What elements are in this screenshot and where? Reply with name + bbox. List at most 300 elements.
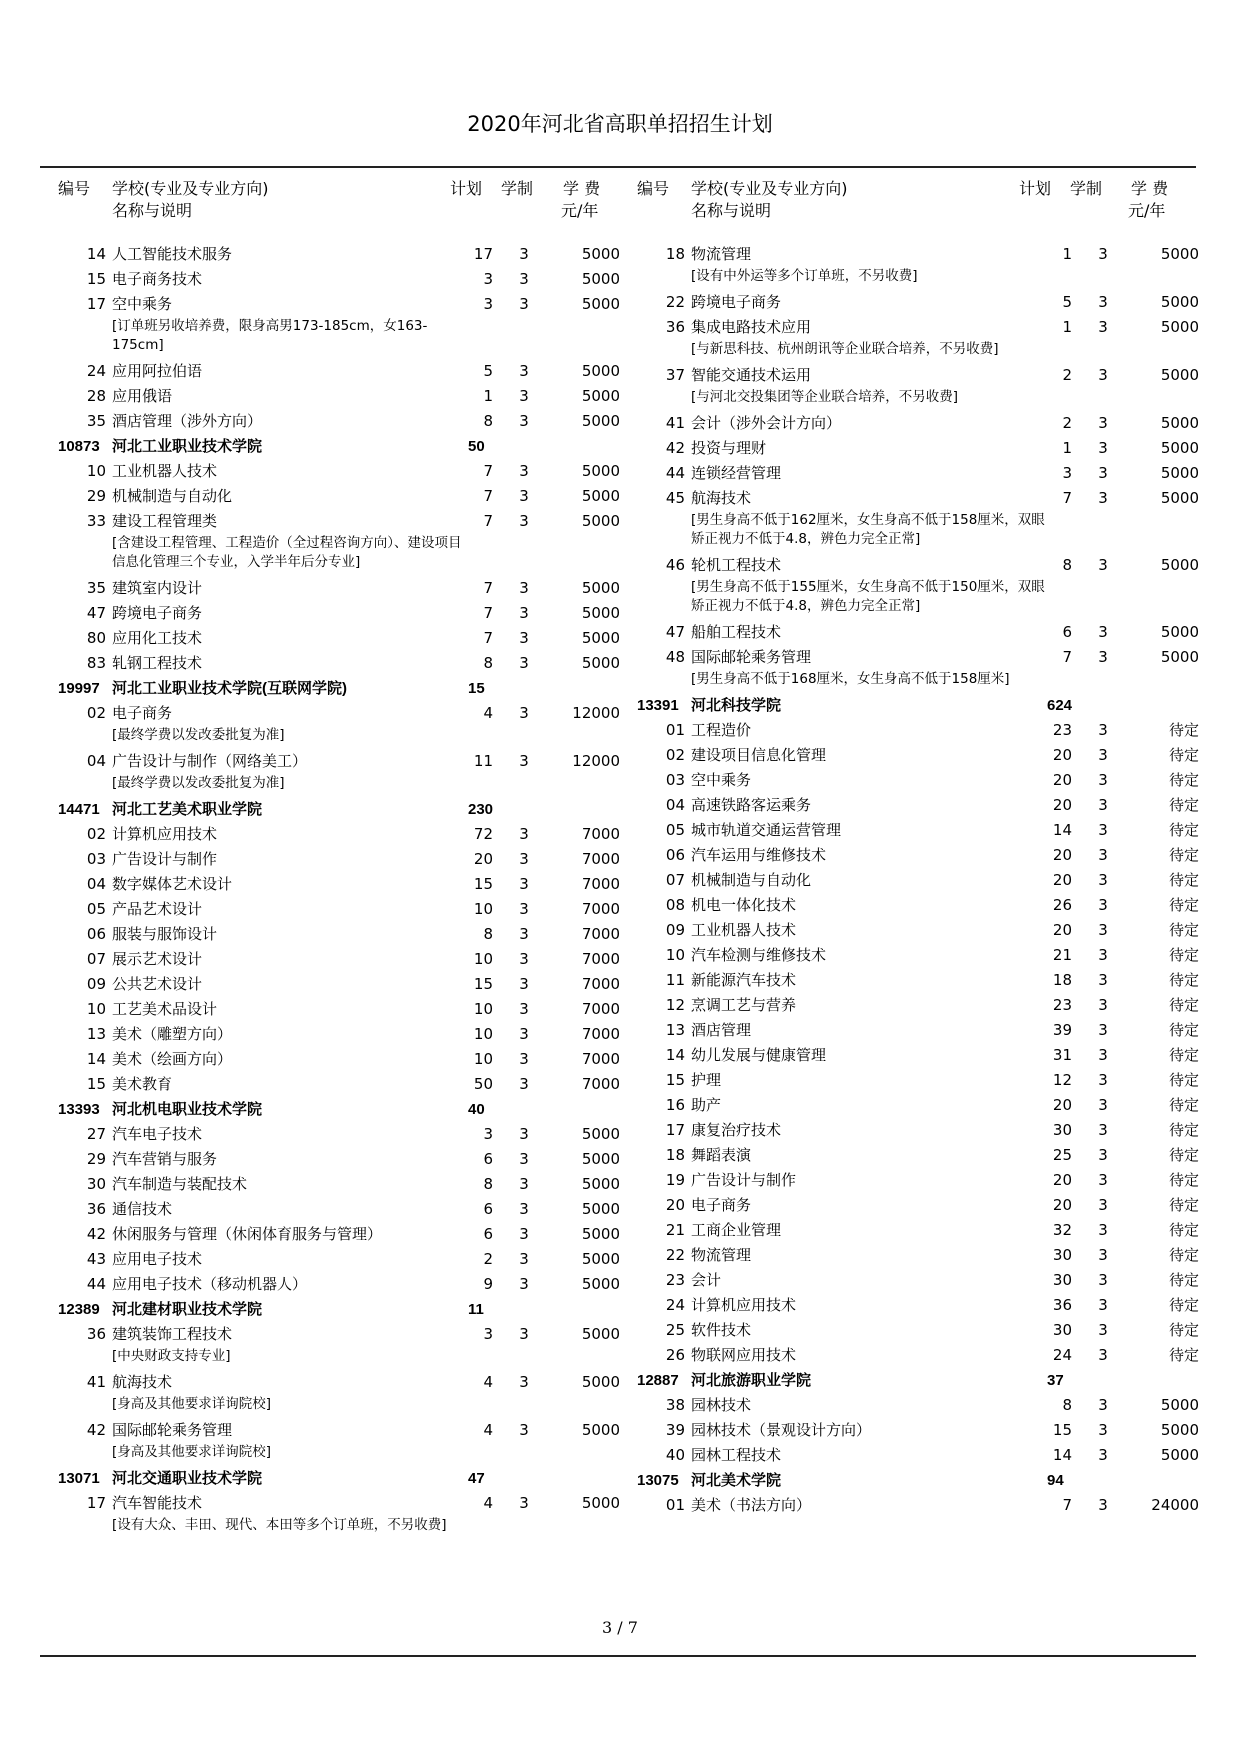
major-code: 83 — [86, 654, 106, 672]
major-code: 44 — [665, 464, 685, 482]
school-name: 河北科技学院 — [691, 697, 782, 714]
school-name: 河北建材职业技术学院 — [112, 1301, 263, 1318]
major-row — [58, 359, 618, 384]
major-code: 27 — [86, 1125, 106, 1143]
right-column — [637, 242, 1197, 1518]
major-note: [男生身高不低于155厘米，女生身高不低于150厘米，双眼矫正视力不低于4.8，辨色力完全正常] — [691, 579, 1045, 614]
tuition-fee: 待定 — [1168, 921, 1199, 939]
tuition-fee: 5000 — [1160, 293, 1199, 311]
tuition-fee: 待定 — [1168, 721, 1199, 739]
major-name: 产品艺术设计 — [112, 900, 203, 918]
major-name: 物流管理 — [691, 245, 752, 263]
study-years: 3 — [1098, 721, 1108, 739]
school-row — [58, 1297, 618, 1322]
major-name: 轮机工程技术 — [691, 556, 782, 574]
major-name: 电子商务技术 — [112, 270, 203, 288]
study-years: 3 — [1098, 366, 1108, 384]
major-name: 应用阿拉伯语 — [112, 362, 203, 380]
major-name: 护理 — [691, 1071, 722, 1089]
major-code: 40 — [665, 1446, 685, 1464]
school-row — [58, 1466, 618, 1491]
tuition-fee: 5000 — [1160, 1421, 1199, 1439]
major-name: 电子商务 — [691, 1196, 752, 1214]
major-row — [58, 1047, 618, 1072]
study-years: 3 — [519, 462, 529, 480]
major-note: [最终学费以发改委批复为准] — [112, 727, 285, 743]
major-code: 14 — [86, 245, 106, 263]
tuition-fee: 5000 — [581, 245, 620, 263]
tuition-fee: 5000 — [1160, 245, 1199, 263]
top-rule — [40, 166, 1196, 168]
tuition-fee: 待定 — [1168, 821, 1199, 839]
school-name: 河北工业职业技术学院 — [112, 438, 263, 455]
header-fee: 学 费 — [1131, 179, 1169, 198]
school-row — [58, 797, 618, 822]
major-code: 41 — [86, 1373, 106, 1391]
major-name: 建设工程管理类 — [112, 512, 218, 530]
major-name: 人工智能技术服务 — [112, 245, 233, 263]
major-row — [637, 1318, 1197, 1343]
column-header-right — [637, 178, 1197, 228]
left-column — [58, 242, 618, 1539]
tuition-fee: 5000 — [581, 629, 620, 647]
major-row — [58, 1197, 618, 1222]
header-fee-unit: 元/年 — [561, 201, 599, 220]
plan-count: 7 — [483, 462, 493, 480]
major-code: 80 — [86, 629, 106, 647]
study-years: 3 — [519, 1000, 529, 1018]
study-years: 3 — [1098, 921, 1108, 939]
major-name: 软件技术 — [691, 1321, 752, 1339]
plan-count: 4 — [483, 1421, 493, 1439]
major-name: 广告设计与制作（网络美工） — [112, 752, 308, 770]
major-row — [58, 292, 618, 317]
major-name: 物流管理 — [691, 1246, 752, 1264]
tuition-fee: 5000 — [1160, 1396, 1199, 1414]
major-row — [58, 651, 618, 676]
major-row — [58, 749, 618, 774]
tuition-fee: 5000 — [581, 1421, 620, 1439]
page-title: 2020年河北省高职单招招生计划 — [467, 112, 773, 136]
major-name: 船舶工程技术 — [691, 623, 782, 641]
study-years: 3 — [519, 752, 529, 770]
major-row — [58, 872, 618, 897]
study-years: 3 — [519, 270, 529, 288]
major-code: 36 — [665, 318, 685, 336]
plan-count: 6 — [483, 1225, 493, 1243]
tuition-fee: 7000 — [581, 1050, 620, 1068]
plan-count: 5 — [1062, 293, 1072, 311]
tuition-fee: 5000 — [1160, 1446, 1199, 1464]
major-name: 广告设计与制作 — [112, 850, 218, 868]
major-row — [637, 1143, 1197, 1168]
study-years: 3 — [1098, 245, 1108, 263]
major-row — [637, 818, 1197, 843]
tuition-fee: 7000 — [581, 900, 620, 918]
major-row — [58, 267, 618, 292]
major-row — [637, 868, 1197, 893]
plan-count: 4 — [483, 1494, 493, 1512]
tuition-fee: 待定 — [1168, 971, 1199, 989]
major-code: 36 — [86, 1200, 106, 1218]
tuition-fee: 待定 — [1168, 1171, 1199, 1189]
major-note: [身高及其他要求详询院校] — [112, 1444, 272, 1460]
major-code: 45 — [665, 489, 685, 507]
major-row — [58, 1022, 618, 1047]
study-years: 3 — [1098, 464, 1108, 482]
school-name: 河北旅游职业学院 — [691, 1372, 812, 1389]
plan-count: 30 — [1052, 1246, 1072, 1264]
major-name: 美术（绘画方向） — [112, 1050, 233, 1068]
major-row — [58, 947, 618, 972]
school-code: 12887 — [637, 1372, 679, 1389]
study-years: 3 — [519, 1175, 529, 1193]
study-years: 3 — [519, 362, 529, 380]
school-row — [58, 676, 618, 701]
major-name: 汽车运用与维修技术 — [691, 846, 827, 864]
study-years: 3 — [519, 1150, 529, 1168]
major-row — [58, 1222, 618, 1247]
major-row — [637, 918, 1197, 943]
study-years: 3 — [519, 975, 529, 993]
major-row — [637, 793, 1197, 818]
plan-count: 8 — [483, 1175, 493, 1193]
study-years: 3 — [519, 295, 529, 313]
study-years: 3 — [1098, 771, 1108, 789]
major-name: 公共艺术设计 — [112, 975, 203, 993]
tuition-fee: 待定 — [1168, 1046, 1199, 1064]
school-code: 10873 — [58, 438, 100, 455]
major-code: 47 — [665, 623, 685, 641]
plan-count: 2 — [1062, 366, 1072, 384]
major-code: 19 — [665, 1171, 685, 1189]
major-name: 酒店管理 — [691, 1021, 752, 1039]
tuition-fee: 24000 — [1151, 1496, 1199, 1514]
major-code: 09 — [86, 975, 106, 993]
major-code: 24 — [86, 362, 106, 380]
plan-count: 6 — [1062, 623, 1072, 641]
major-name: 工业机器人技术 — [691, 921, 797, 939]
major-code: 04 — [86, 752, 106, 770]
study-years: 3 — [1098, 821, 1108, 839]
major-name: 计算机应用技术 — [112, 825, 218, 843]
plan-count: 4 — [483, 704, 493, 722]
header-fee-unit: 元/年 — [1128, 201, 1166, 220]
study-years: 3 — [1098, 1196, 1108, 1214]
major-code: 43 — [86, 1250, 106, 1268]
school-name: 河北工业职业技术学院(互联网学院) — [112, 680, 347, 697]
major-code: 01 — [665, 721, 685, 739]
study-years: 3 — [519, 1225, 529, 1243]
major-row — [58, 484, 618, 509]
tuition-fee: 待定 — [1168, 1146, 1199, 1164]
major-row — [58, 601, 618, 626]
major-name: 烹调工艺与营养 — [691, 996, 797, 1014]
major-code: 17 — [665, 1121, 685, 1139]
major-row — [58, 1072, 618, 1097]
bottom-rule — [40, 1655, 1196, 1657]
major-code: 29 — [86, 487, 106, 505]
plan-count: 1 — [483, 387, 493, 405]
major-name: 通信技术 — [112, 1200, 173, 1218]
tuition-fee: 5000 — [1160, 439, 1199, 457]
major-row — [637, 843, 1197, 868]
major-code: 10 — [665, 946, 685, 964]
major-code: 29 — [86, 1150, 106, 1168]
study-years: 3 — [1098, 489, 1108, 507]
major-row — [637, 315, 1197, 340]
major-row — [58, 897, 618, 922]
tuition-fee: 待定 — [1168, 1271, 1199, 1289]
major-row — [637, 993, 1197, 1018]
major-row — [637, 1268, 1197, 1293]
major-name: 集成电路技术应用 — [691, 318, 812, 336]
major-name: 跨境电子商务 — [691, 293, 782, 311]
study-years: 3 — [1098, 1396, 1108, 1414]
study-years: 3 — [1098, 1321, 1108, 1339]
major-name: 酒店管理（涉外方向） — [112, 412, 263, 430]
major-name: 会计（涉外会计方向） — [691, 414, 842, 432]
major-name: 空中乘务 — [112, 295, 173, 313]
major-name: 机电一体化技术 — [691, 896, 797, 914]
header-name-sub: 名称与说明 — [112, 201, 193, 220]
major-code: 11 — [665, 971, 685, 989]
school-name: 河北机电职业技术学院 — [112, 1101, 263, 1118]
tuition-fee: 5000 — [581, 462, 620, 480]
study-years: 3 — [1098, 796, 1108, 814]
tuition-fee: 5000 — [1160, 556, 1199, 574]
plan-count: 10 — [473, 1025, 493, 1043]
school-code: 13075 — [637, 1472, 679, 1489]
major-name: 康复治疗技术 — [691, 1121, 782, 1139]
major-row — [58, 1272, 618, 1297]
plan-count: 7 — [483, 629, 493, 647]
major-row — [637, 943, 1197, 968]
major-code: 04 — [86, 875, 106, 893]
plan-count: 6 — [483, 1150, 493, 1168]
study-years: 3 — [1098, 1071, 1108, 1089]
major-note: [身高及其他要求详询院校] — [112, 1396, 272, 1412]
plan-count: 3 — [483, 1125, 493, 1143]
major-name: 工程造价 — [691, 721, 752, 739]
major-row — [58, 409, 618, 434]
tuition-fee: 5000 — [581, 1275, 620, 1293]
major-code: 25 — [665, 1321, 685, 1339]
study-years: 3 — [1098, 439, 1108, 457]
tuition-fee: 5000 — [1160, 414, 1199, 432]
major-name: 投资与理财 — [691, 439, 767, 457]
major-name: 应用俄语 — [112, 387, 173, 405]
school-row — [637, 1368, 1197, 1393]
major-row — [58, 1491, 618, 1516]
study-years: 3 — [1098, 971, 1108, 989]
study-years: 3 — [519, 487, 529, 505]
major-code: 33 — [86, 512, 106, 530]
study-years: 3 — [1098, 946, 1108, 964]
major-row — [58, 1247, 618, 1272]
major-code: 13 — [665, 1021, 685, 1039]
major-code: 39 — [665, 1421, 685, 1439]
plan-count: 7 — [483, 512, 493, 530]
tuition-fee: 5000 — [581, 387, 620, 405]
study-years: 3 — [519, 629, 529, 647]
study-years: 3 — [519, 1075, 529, 1093]
study-years: 3 — [1098, 623, 1108, 641]
tuition-fee: 待定 — [1168, 871, 1199, 889]
major-name: 幼儿发展与健康管理 — [691, 1046, 827, 1064]
header-name: 学校(专业及专业方向) — [112, 179, 269, 198]
plan-count: 7 — [1062, 648, 1072, 666]
major-row — [637, 1418, 1197, 1443]
plan-count: 1 — [1062, 318, 1072, 336]
plan-count: 36 — [1052, 1296, 1072, 1314]
plan-count: 2 — [483, 1250, 493, 1268]
major-name: 城市轨道交通运营管理 — [691, 821, 842, 839]
major-note: [中央财政支持专业] — [112, 1348, 231, 1364]
major-note: [男生身高不低于168厘米，女生身高不低于158厘米] — [691, 671, 1010, 687]
header-name-sub: 名称与说明 — [691, 201, 772, 220]
major-row — [637, 242, 1197, 267]
header-system: 学制 — [501, 179, 534, 198]
plan-count: 5 — [483, 362, 493, 380]
major-name: 汽车智能技术 — [112, 1494, 203, 1512]
tuition-fee: 7000 — [581, 925, 620, 943]
major-code: 10 — [86, 1000, 106, 1018]
tuition-fee: 待定 — [1168, 1096, 1199, 1114]
major-note: [与河北交投集团等企业联合培养，不另收费] — [691, 389, 959, 405]
major-name: 园林技术（景观设计方向） — [691, 1421, 872, 1439]
major-code: 07 — [86, 950, 106, 968]
tuition-fee: 5000 — [581, 1125, 620, 1143]
major-name: 物联网应用技术 — [691, 1346, 797, 1364]
school-plan-total: 11 — [468, 1301, 484, 1318]
header-name: 学校(专业及专业方向) — [691, 179, 848, 198]
plan-count: 23 — [1052, 721, 1072, 739]
plan-count: 20 — [1052, 871, 1072, 889]
study-years: 3 — [519, 1025, 529, 1043]
study-years: 3 — [1098, 1271, 1108, 1289]
major-code: 26 — [665, 1346, 685, 1364]
study-years: 3 — [1098, 1121, 1108, 1139]
major-name: 园林工程技术 — [691, 1446, 782, 1464]
major-row — [58, 242, 618, 267]
major-name: 航海技术 — [691, 489, 752, 507]
plan-count: 3 — [483, 295, 493, 313]
study-years: 3 — [1098, 1496, 1108, 1514]
plan-count: 4 — [483, 1373, 493, 1391]
plan-count: 20 — [1052, 771, 1072, 789]
major-row — [58, 626, 618, 651]
major-code: 18 — [665, 245, 685, 263]
major-row — [637, 743, 1197, 768]
school-plan-total: 15 — [468, 680, 485, 697]
tuition-fee: 5000 — [581, 1325, 620, 1343]
major-code: 06 — [665, 846, 685, 864]
major-row — [637, 1243, 1197, 1268]
plan-count: 8 — [483, 925, 493, 943]
major-name: 展示艺术设计 — [112, 950, 203, 968]
major-name: 高速铁路客运乘务 — [691, 796, 812, 814]
study-years: 3 — [519, 875, 529, 893]
major-row — [58, 1147, 618, 1172]
major-row — [637, 1168, 1197, 1193]
school-code: 14471 — [58, 801, 100, 818]
major-code: 38 — [665, 1396, 685, 1414]
study-years: 3 — [519, 579, 529, 597]
tuition-fee: 待定 — [1168, 746, 1199, 764]
study-years: 3 — [1098, 1246, 1108, 1264]
major-row — [58, 922, 618, 947]
major-row — [637, 1068, 1197, 1093]
major-row — [637, 1093, 1197, 1118]
major-name: 会计 — [691, 1271, 722, 1289]
major-code: 47 — [86, 604, 106, 622]
plan-count: 50 — [473, 1075, 493, 1093]
major-code: 22 — [665, 293, 685, 311]
major-code: 48 — [665, 648, 685, 666]
plan-count: 12 — [1052, 1071, 1072, 1089]
study-years: 3 — [1098, 896, 1108, 914]
study-years: 3 — [1098, 414, 1108, 432]
plan-count: 31 — [1052, 1046, 1072, 1064]
major-code: 46 — [665, 556, 685, 574]
major-note: [与新思科技、杭州朗讯等企业联合培养，不另收费] — [691, 341, 999, 357]
tuition-fee: 7000 — [581, 1075, 620, 1093]
study-years: 3 — [519, 1050, 529, 1068]
major-code: 14 — [86, 1050, 106, 1068]
school-row — [637, 693, 1197, 718]
major-name: 园林技术 — [691, 1396, 752, 1414]
major-row — [58, 972, 618, 997]
study-years: 3 — [519, 412, 529, 430]
plan-count: 32 — [1052, 1221, 1072, 1239]
plan-count: 7 — [1062, 489, 1072, 507]
major-row — [637, 290, 1197, 315]
study-years: 3 — [519, 604, 529, 622]
tuition-fee: 5000 — [581, 1225, 620, 1243]
plan-count: 15 — [473, 875, 493, 893]
tuition-fee: 5000 — [581, 579, 620, 597]
study-years: 3 — [519, 512, 529, 530]
study-years: 3 — [1098, 1171, 1108, 1189]
study-years: 3 — [519, 1421, 529, 1439]
tuition-fee: 5000 — [1160, 464, 1199, 482]
plan-count: 20 — [473, 850, 493, 868]
plan-count: 30 — [1052, 1121, 1072, 1139]
school-code: 12389 — [58, 1301, 100, 1318]
major-row — [58, 847, 618, 872]
study-years: 3 — [519, 950, 529, 968]
header-plan: 计划 — [450, 179, 483, 198]
major-row — [637, 1293, 1197, 1318]
study-years: 3 — [1098, 746, 1108, 764]
major-name: 汽车制造与装配技术 — [112, 1175, 248, 1193]
school-name: 河北美术学院 — [691, 1472, 782, 1489]
study-years: 3 — [1098, 1021, 1108, 1039]
school-code: 13393 — [58, 1101, 100, 1118]
tuition-fee: 12000 — [572, 704, 620, 722]
major-name: 机械制造与自动化 — [112, 487, 233, 505]
page-number: 3 / 7 — [602, 1618, 638, 1637]
tuition-fee: 5000 — [1160, 318, 1199, 336]
plan-count: 3 — [483, 270, 493, 288]
tuition-fee: 5000 — [581, 362, 620, 380]
major-code: 14 — [665, 1046, 685, 1064]
major-name: 应用化工技术 — [112, 629, 203, 647]
plan-count: 15 — [473, 975, 493, 993]
major-name: 数字媒体艺术设计 — [112, 875, 233, 893]
major-code: 24 — [665, 1296, 685, 1314]
